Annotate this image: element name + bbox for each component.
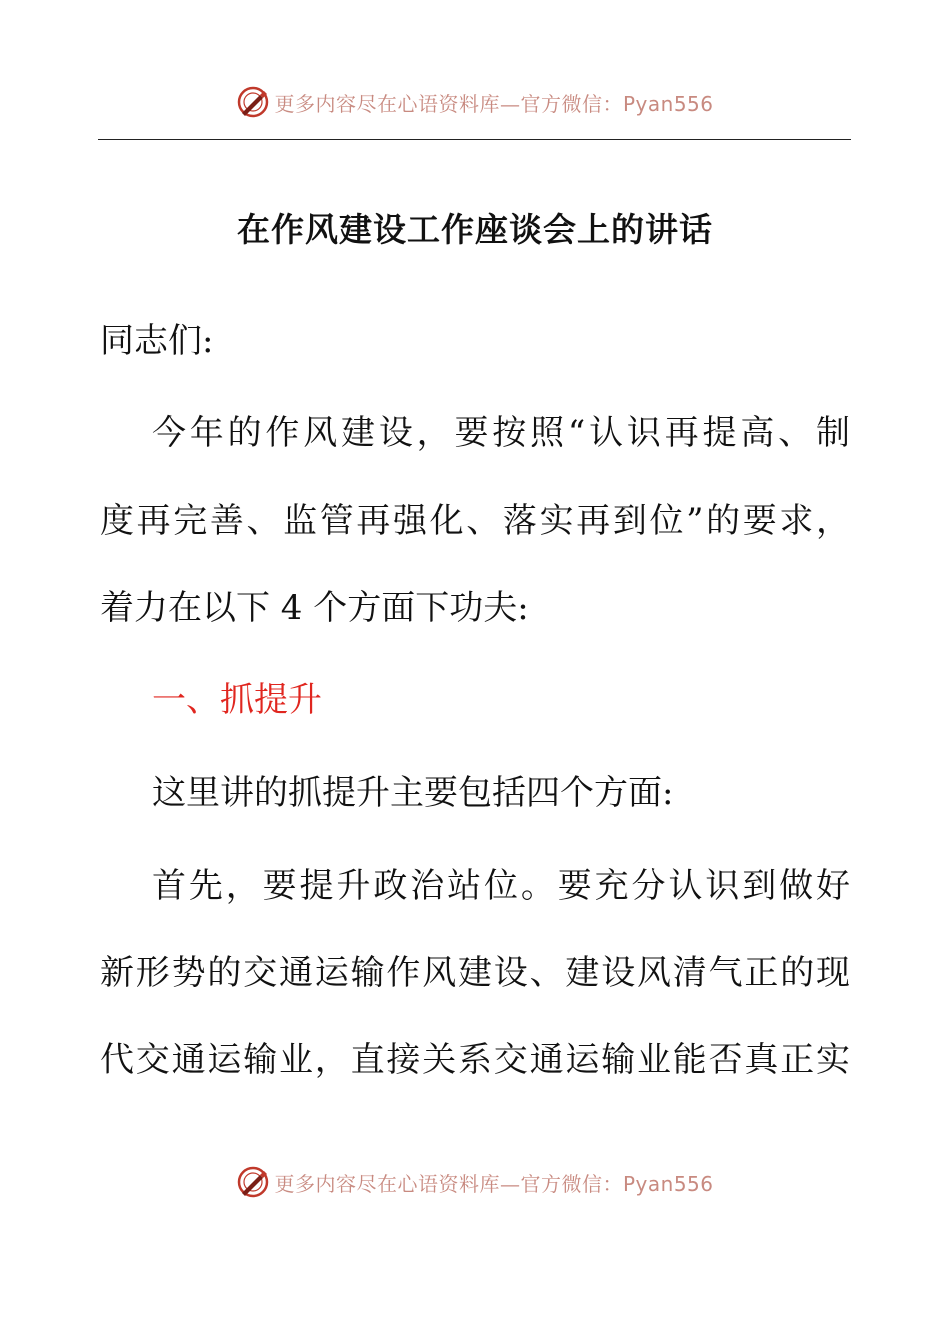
- watermark-wechat-id: Pyan556: [622, 1171, 714, 1196]
- footer-watermark: [0, 1160, 950, 1204]
- watermark-label: 更多内容尽在心语资料库—官方微信：: [274, 1171, 623, 1196]
- paragraph-line: 代交通运输业，直接关系交通运输业能否真正实: [100, 1040, 850, 1080]
- watermark-label: 更多内容尽在心语资料库—官方微信：: [274, 91, 623, 116]
- paragraph-line: 度再完善、监管再强化、落实再到位”的要求，: [100, 501, 850, 541]
- paragraph-line: 首先，要提升政治站位。要充分认识到做好: [152, 866, 850, 906]
- pen-circle-logo-icon: [236, 1165, 270, 1199]
- pen-circle-logo-icon: [236, 85, 270, 119]
- document-title: 在作风建设工作座谈会上的讲话: [237, 210, 713, 249]
- watermark-text: [274, 88, 713, 117]
- section-intro: 这里讲的抓提升主要包括四个方面:: [152, 773, 674, 813]
- paragraph-line: 着力在以下 4 个方面下功夫:: [100, 588, 529, 628]
- section-heading: 一、抓提升: [152, 680, 322, 720]
- header-divider: [98, 139, 851, 140]
- paragraph-line: 今年的作风建设，要按照“认识再提高、制: [152, 413, 850, 453]
- paragraph-line: 新形势的交通运输作风建设、建设风清气正的现: [100, 953, 850, 993]
- salutation: 同志们:: [100, 321, 214, 361]
- watermark-text: [274, 1168, 713, 1197]
- header-watermark: [0, 80, 950, 124]
- watermark-wechat-id: Pyan556: [622, 91, 714, 116]
